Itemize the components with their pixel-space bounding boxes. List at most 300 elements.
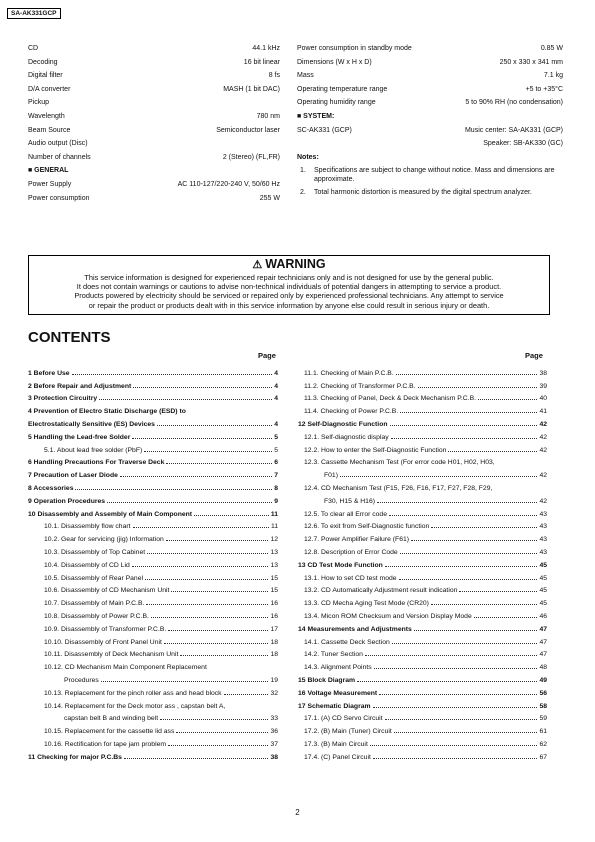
note-item (297, 188, 563, 197)
toc-leader-dots (431, 604, 538, 605)
toc-leader-dots (390, 425, 538, 426)
toc-leader-dots (224, 694, 269, 695)
toc-leader-dots (391, 438, 538, 439)
toc-entry-page: 11 (270, 523, 278, 531)
spec-label: CD (28, 45, 39, 52)
spec-value: 250 x 330 x 341 mm (499, 58, 563, 66)
spec-label: Wavelength (28, 112, 65, 120)
spec-label: Power consumption (28, 194, 90, 202)
toc-entry-title: 10.1. Disassembly flow chart (44, 523, 131, 531)
toc-entry-page: 15 (270, 587, 278, 595)
note-text: Total harmonic distortion is measured by the digital spectrum analyzer. (314, 189, 532, 197)
spec-label: Beam Source (28, 126, 71, 134)
toc-entry-page: 4 (274, 382, 278, 390)
spec-row (297, 139, 563, 148)
specs-right-column (297, 44, 563, 201)
toc-leader-dots (411, 540, 537, 541)
toc-entry[interactable] (28, 722, 278, 735)
toc-entry-title: 10.15. Replacement for the cassette lid ass (44, 728, 175, 736)
toc-leader-dots (379, 694, 537, 695)
toc-entry[interactable] (298, 428, 547, 441)
toc-entry[interactable] (298, 556, 547, 569)
toc-entry[interactable] (28, 543, 278, 556)
toc-entry[interactable] (28, 620, 278, 633)
spec-value: 255 W (259, 194, 280, 202)
toc-entry-page: 15 (270, 574, 278, 582)
toc-leader-dots (377, 502, 537, 503)
spec-value: +5 to +35°C (525, 85, 563, 93)
toc-leader-dots (99, 399, 272, 400)
toc-leader-dots (392, 643, 538, 644)
warning-line: or repair the product or products dealt with in this service information by anyone else could result in serious injury or death. (88, 300, 490, 310)
toc-entry-page: 46 (539, 612, 547, 620)
warning-line: This service information is designed for experienced repair technicians only and is not designed for use by the general public. (84, 273, 494, 282)
toc-leader-dots (448, 451, 537, 452)
toc-leader-dots (400, 553, 538, 554)
toc-entry[interactable] (298, 492, 547, 505)
toc-leader-dots (107, 502, 272, 503)
toc-entry-page: 38 (270, 753, 278, 761)
toc-entry[interactable] (28, 556, 278, 569)
toc-entry-page: 58 (539, 702, 547, 710)
toc-leader-dots (374, 668, 538, 669)
note-number: 2. (300, 189, 306, 197)
page-column-label-right: Page (525, 351, 543, 360)
toc-leader-dots (399, 579, 538, 580)
toc-entry-title: 13.2. CD Automatically Adjustment result indication (304, 587, 458, 595)
toc-entry[interactable] (28, 364, 278, 377)
spec-row (28, 180, 280, 189)
toc-entry[interactable] (28, 390, 278, 403)
spec-label: Mass (297, 72, 314, 80)
toc-entry[interactable] (298, 466, 547, 479)
spec-value: 2 (Stereo) (FL,FR) (222, 153, 280, 161)
toc-entry-title: 10.6. Disassembly of CD Mechanism Unit (44, 587, 170, 595)
spec-label (297, 139, 303, 148)
toc-leader-dots (157, 425, 272, 426)
toc-entry-page: 42 (539, 446, 547, 454)
spec-label: Operating temperature range (297, 85, 388, 93)
toc-entry[interactable] (298, 620, 547, 633)
spec-value: 780 nm (256, 112, 280, 120)
toc-entry[interactable] (28, 710, 278, 723)
spec-value: 44.1 kHz (252, 45, 280, 52)
toc-entry[interactable] (298, 479, 547, 492)
toc-entry[interactable] (28, 594, 278, 607)
toc-leader-dots (171, 591, 268, 592)
toc-entry-page: 32 (270, 689, 278, 697)
toc-leader-dots (396, 374, 538, 375)
toc-entry-page: 36 (270, 728, 278, 736)
toc-leader-dots (124, 758, 269, 759)
toc-entry-page: 48 (539, 664, 547, 672)
spec-value: 7.1 kg (543, 72, 563, 80)
toc-leader-dots (166, 540, 269, 541)
toc-entry[interactable] (28, 607, 278, 620)
spec-row (28, 98, 280, 107)
toc-entry-title: Procedures (64, 676, 99, 684)
toc-entry[interactable] (298, 594, 547, 607)
toc-leader-dots (133, 387, 272, 388)
toc-entry-page: 13 (270, 548, 278, 556)
note-item (297, 166, 563, 184)
toc-entry[interactable] (28, 402, 278, 415)
toc-entry-title: 17 Schematic Diagram (298, 702, 371, 710)
toc-entry-page: 6 (274, 459, 278, 467)
toc-entry-title: Electrostatically Sensitive (ES) Devices (28, 420, 155, 428)
toc-entry-page: 4 (274, 420, 278, 428)
toc-left-column (28, 364, 278, 761)
toc-entry[interactable] (298, 569, 547, 582)
warning-triangle-icon: ⚠ (252, 259, 263, 271)
toc-entry-title: 3 Protection Circuitry (28, 395, 98, 403)
toc-entry-title: 10.12. CD Mechanism Main Component Replacement (44, 664, 207, 672)
toc-entry[interactable] (298, 684, 547, 697)
toc-entry-title: 12.7. Power Amplifier Failure (F61) (304, 536, 410, 544)
toc-entry-title: 17.2. (B) Main (Tuner) Circuit (304, 728, 392, 736)
toc-entry[interactable] (28, 748, 278, 761)
toc-entry[interactable] (28, 582, 278, 595)
toc-entry-page: 47 (539, 638, 547, 646)
toc-entry-page: 47 (539, 651, 547, 659)
toc-leader-dots (373, 707, 538, 708)
toc-entry[interactable] (298, 735, 547, 748)
toc-entry[interactable] (28, 441, 278, 454)
toc-leader-dots (166, 463, 272, 464)
toc-leader-dots (151, 617, 269, 618)
toc-entry-page: 43 (539, 510, 547, 518)
toc-entry[interactable] (298, 390, 547, 403)
spec-row (297, 85, 563, 94)
toc-entry[interactable] (28, 697, 278, 710)
spec-label: Digital filter (28, 72, 63, 80)
toc-entry-page: 33 (270, 715, 278, 723)
toc-leader-dots (365, 655, 537, 656)
spec-section-heading: ■ GENERAL (28, 167, 69, 175)
toc-entry-title: 10.11. Disassembly of Deck Mechanism Unit (44, 651, 179, 659)
toc-entry[interactable] (298, 402, 547, 415)
toc-entry-page: 11 (270, 510, 278, 518)
toc-entry-page: 18 (270, 638, 278, 646)
spec-value: Semiconductor laser (216, 126, 280, 134)
toc-entry[interactable] (28, 479, 278, 492)
toc-leader-dots (194, 515, 269, 516)
toc-leader-dots (400, 412, 537, 413)
spec-label: Dimensions (W x H x D) (297, 58, 372, 66)
spec-row (28, 153, 280, 162)
toc-leader-dots (75, 489, 272, 490)
toc-leader-dots (340, 476, 537, 477)
toc-entry-title: 10.9. Disassembly of Transformer P.C.B. (44, 625, 167, 633)
toc-entry-page: 45 (539, 587, 547, 595)
toc-entry-page: 62 (539, 740, 547, 748)
contents-heading: CONTENTS (28, 329, 111, 346)
toc-entry-page: 19 (270, 676, 278, 684)
spec-label: Pickup (28, 99, 50, 107)
toc-entry-page: 45 (539, 574, 547, 582)
toc-entry[interactable] (28, 377, 278, 390)
toc-entry-page: 45 (539, 600, 547, 608)
toc-entry-title: 11.3. Checking of Panel, Deck & Deck Mechanism P.C.B. (304, 395, 477, 403)
toc-entry-page: 7 (274, 472, 278, 480)
toc-entry-page: 8 (274, 484, 278, 492)
toc-entry-title: 12.3. Cassette Mechanism Test (For error code H01, H02, H03, (304, 459, 495, 467)
toc-entry-title: 14.1. Cassette Deck Section (304, 638, 390, 646)
toc-entry[interactable] (28, 646, 278, 659)
toc-entry-title: 8 Accessories (28, 484, 74, 492)
spec-value: MASH (1 bit DAC) (223, 85, 280, 93)
toc-entry[interactable] (298, 697, 547, 710)
toc-entry-page: 59 (539, 715, 547, 723)
toc-entry-page: 12 (270, 536, 278, 544)
spec-row (28, 112, 280, 121)
toc-entry-page: 43 (539, 523, 547, 531)
spec-row (297, 44, 563, 53)
toc-entry-title: 12.5. To clear all Error code (304, 510, 387, 518)
toc-entry-title: 12.1. Self-diagnostic display (304, 433, 389, 441)
toc-entry-title: 7 Precaution of Laser Diode (28, 472, 118, 480)
toc-entry-title: 14.3. Alignment Points (304, 664, 372, 672)
toc-entry-title: 10.16. Rectification for tape jam problem (44, 740, 167, 748)
toc-entry[interactable] (28, 684, 278, 697)
toc-entry[interactable] (298, 710, 547, 723)
toc-leader-dots (168, 630, 268, 631)
spec-row (297, 71, 563, 80)
toc-leader-dots (394, 732, 538, 733)
toc-entry-title: 10.14. Replacement for the Deck motor ass , capstan belt A, (44, 702, 226, 710)
toc-entry-page: 42 (539, 472, 547, 480)
toc-entry-title: 10.13. Replacement for the pinch roller ass and head block (44, 689, 222, 697)
spec-row (28, 194, 280, 203)
spec-section-heading: Notes: (297, 153, 319, 161)
spec-label: Decoding (28, 58, 58, 66)
toc-entry-title: 13.3. CD Mecha Aging Test Mode (CR20) (304, 600, 429, 608)
toc-entry-page: 42 (539, 497, 547, 505)
spec-value: 0.85 W (540, 45, 563, 52)
toc-leader-dots (147, 553, 268, 554)
toc-entry[interactable] (298, 748, 547, 761)
toc-leader-dots (180, 655, 268, 656)
toc-entry[interactable] (28, 569, 278, 582)
toc-entry-page: 17 (270, 625, 278, 633)
toc-leader-dots (160, 719, 268, 720)
toc-leader-dots (101, 681, 269, 682)
toc-entry[interactable] (298, 518, 547, 531)
toc-leader-dots (373, 758, 538, 759)
toc-entry-page: 37 (270, 740, 278, 748)
toc-entry-page: 43 (539, 548, 547, 556)
toc-entry-title: 12.6. To exit from Self-Diagnostic function (304, 523, 430, 531)
toc-entry-page: 42 (539, 420, 547, 428)
toc-leader-dots (164, 643, 269, 644)
toc-leader-dots (146, 604, 268, 605)
toc-entry-page: 39 (539, 382, 547, 390)
spec-value: 8 fs (268, 72, 280, 80)
spec-value: 5 to 90% RH (no condensation) (465, 99, 563, 107)
toc-entry-title: F30, H15 & H16) (324, 497, 375, 505)
toc-entry-title: 5.1. About lead free solder (PbF) (44, 446, 143, 454)
warning-line: Products powered by electricity should be serviced or repaired only by experienced professional technicians. Any attempt to service (74, 291, 504, 301)
toc-entry-page: 38 (539, 369, 547, 377)
toc-right-column (298, 364, 547, 761)
spec-label: Number of channels (28, 153, 91, 161)
toc-entry[interactable] (298, 530, 547, 543)
toc-entry[interactable] (28, 505, 278, 518)
toc-entry-title: 6 Handling Precautions For Traverse Deck (28, 459, 165, 467)
spec-value: Music center: SA-AK331 (GCP) (464, 126, 563, 134)
toc-entry[interactable] (298, 671, 547, 684)
toc-entry-title: 17.1. (A) CD Servo Circuit (304, 715, 383, 723)
toc-leader-dots (370, 745, 538, 746)
toc-entry[interactable] (28, 466, 278, 479)
toc-entry[interactable] (298, 582, 547, 595)
toc-entry-page: 67 (539, 753, 547, 761)
spec-label: Operating humidity range (297, 99, 376, 107)
notes-list (297, 166, 563, 197)
toc-leader-dots (132, 566, 269, 567)
toc-leader-dots (459, 591, 537, 592)
page-column-label-left: Page (258, 351, 276, 360)
toc-leader-dots (357, 681, 537, 682)
model-tag: SA-AK331GCP (7, 8, 61, 19)
toc-leader-dots (120, 476, 272, 477)
toc-leader-dots (478, 399, 537, 400)
spec-section-heading: ■ SYSTEM: (297, 112, 335, 120)
toc-entry[interactable] (28, 530, 278, 543)
toc-entry-title: 10.2. Gear for servicing (jig) Information (44, 536, 164, 544)
toc-entry[interactable] (28, 454, 278, 467)
toc-entry[interactable] (298, 364, 547, 377)
toc-entry-title: 10.8. Disassembly of Power P.C.B. (44, 612, 149, 620)
toc-entry-title: 12.4. CD Mechanism Test (F15, F26, F16, F17, F27, F28, F29, (304, 484, 493, 492)
toc-leader-dots (144, 451, 272, 452)
spec-row (28, 71, 280, 80)
toc-entry-title: 16 Voltage Measurement (298, 689, 378, 697)
toc-entry[interactable] (28, 735, 278, 748)
toc-entry[interactable] (28, 671, 278, 684)
toc-entry[interactable] (298, 377, 547, 390)
toc-entry-title: 15 Block Diagram (298, 676, 356, 684)
spec-row (28, 139, 280, 148)
toc-leader-dots (176, 732, 268, 733)
warning-title (29, 257, 549, 273)
warning-title-text: WARNING (265, 257, 326, 271)
toc-entry[interactable] (28, 658, 278, 671)
toc-entry-page: 16 (270, 600, 278, 608)
toc-entry[interactable] (298, 454, 547, 467)
spec-row (28, 58, 280, 67)
toc-leader-dots (132, 438, 272, 439)
spec-value: Speaker: SB-AK330 (GC) (483, 140, 563, 148)
toc-entry[interactable] (28, 518, 278, 531)
toc-entry-page: 40 (539, 395, 547, 403)
toc-entry-title: 11.2. Checking of Transformer P.C.B. (304, 382, 416, 390)
toc-entry[interactable] (298, 607, 547, 620)
toc-entry-title: 10 Disassembly and Assembly of Main Component (28, 510, 193, 518)
spec-value: 16 bit linear (243, 58, 280, 66)
toc-entry-title: 10.4. Disassembly of CD Lid (44, 561, 130, 569)
spec-label: Audio output (Disc) (28, 140, 88, 148)
toc-entry-title: 12.8. Description of Error Code (304, 548, 398, 556)
toc-entry-page: 45 (539, 561, 547, 569)
toc-entry-title: 4 Prevention of Electro Static Discharge (ESD) to (28, 408, 186, 416)
toc-entry[interactable] (298, 633, 547, 646)
toc-entry-title: 10.5. Disassembly of Rear Panel (44, 574, 143, 582)
toc-entry[interactable] (298, 722, 547, 735)
specs-left-column (28, 44, 280, 207)
toc-entry-page: 47 (539, 625, 547, 633)
toc-leader-dots (418, 387, 538, 388)
toc-entry[interactable] (298, 441, 547, 454)
toc-entry-page: 18 (270, 651, 278, 659)
toc-entry-title: 10.3. Disassembly of Top Cabinet (44, 548, 146, 556)
spec-row (28, 126, 280, 135)
toc-entry-title: 12 Self-Diagnostic Function (298, 420, 388, 428)
toc-entry[interactable] (28, 633, 278, 646)
toc-entry[interactable] (298, 505, 547, 518)
spec-row (28, 44, 280, 53)
toc-entry-title: 17.3. (B) Main Circuit (304, 740, 368, 748)
toc-leader-dots (133, 527, 269, 528)
toc-entry-title: 13 CD Test Mode Function (298, 561, 383, 569)
spec-label: Power consumption in standby mode (297, 45, 412, 52)
toc-entry-page: 13 (270, 561, 278, 569)
toc-leader-dots (385, 719, 538, 720)
toc-entry[interactable] (298, 415, 547, 428)
toc-entry-title: 1 Before Use (28, 369, 70, 377)
spec-label: Power Supply (28, 180, 72, 188)
toc-entry-page: 4 (274, 369, 278, 377)
toc-entry[interactable] (298, 543, 547, 556)
toc-entry-page: 5 (274, 433, 278, 441)
toc-entry-title: 13.4. Micon ROM Checksum and Version Display Mode (304, 612, 472, 620)
toc-entry-page: 5 (274, 446, 278, 454)
toc-entry[interactable] (298, 658, 547, 671)
toc-entry-title: 5 Handling the Lead-free Solder (28, 433, 131, 441)
toc-leader-dots (474, 617, 538, 618)
toc-leader-dots (145, 579, 268, 580)
toc-entry-title: 12.2. How to enter the Self-Diagnostic Function (304, 446, 447, 454)
toc-entry-page: 61 (539, 728, 547, 736)
toc-entry-page: 9 (274, 497, 278, 505)
toc-entry-title: 13.1. How to set CD test mode (304, 574, 397, 582)
toc-entry-title: 10.7. Disassembly of Main P.C.B. (44, 600, 145, 608)
toc-entry-page: 42 (539, 433, 547, 441)
toc-entry[interactable] (28, 492, 278, 505)
spec-row (297, 126, 563, 135)
spec-row (297, 58, 563, 67)
toc-entry-title: 14 Measurements and Adjustments (298, 625, 412, 633)
toc-entry-title: 17.4. (C) Panel Circuit (304, 753, 371, 761)
page-number: 2 (295, 808, 300, 817)
toc-entry-page: 43 (539, 536, 547, 544)
toc-entry[interactable] (298, 646, 547, 659)
toc-entry-title: capstan belt B and winding belt (64, 715, 159, 723)
spec-row (297, 98, 563, 107)
warning-box (28, 255, 550, 315)
toc-entry-title: 11 Checking for major P.C.Bs (28, 753, 122, 761)
toc-leader-dots (414, 630, 538, 631)
note-text: Specifications are subject to change without notice. Mass and dimensions are approximate. (314, 167, 555, 184)
toc-entry[interactable] (28, 415, 278, 428)
toc-leader-dots (431, 527, 537, 528)
toc-entry-title: 14.2. Tuner Section (304, 651, 363, 659)
note-number: 1. (300, 167, 306, 175)
toc-entry-title: 9 Operation Procedures (28, 497, 106, 505)
spec-label: SC-AK331 (GCP) (297, 126, 352, 134)
toc-entry[interactable] (28, 428, 278, 441)
warning-line: It does not contain warnings or cautions to advise non-technical individuals of potential dangers in attempting to service a product. (76, 282, 502, 292)
